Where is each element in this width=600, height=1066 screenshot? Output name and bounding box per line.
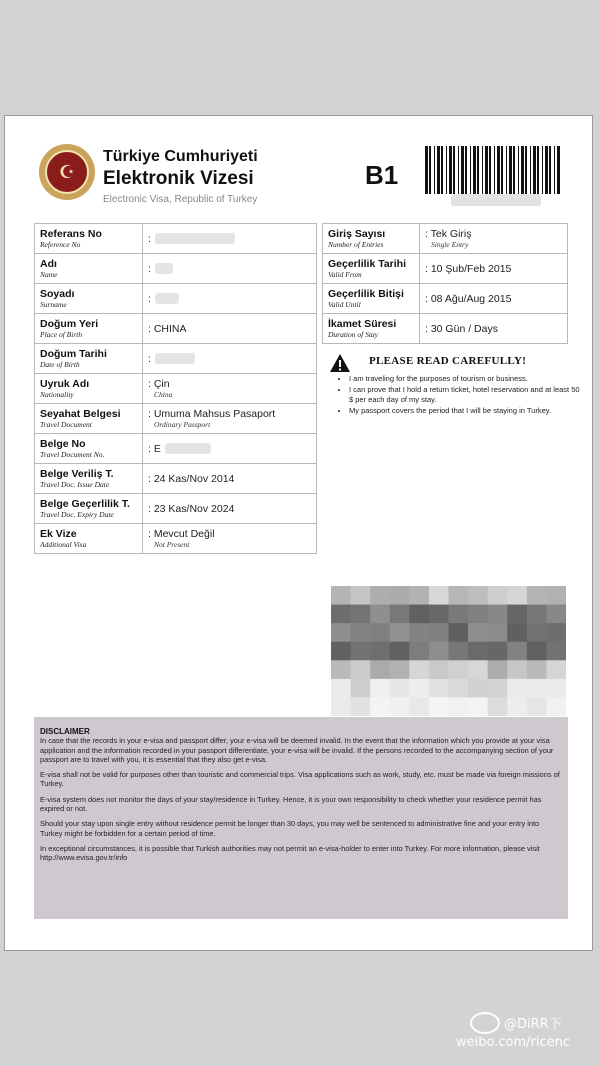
field-label-en: Valid From — [328, 270, 362, 279]
field-value-line — [425, 323, 562, 335]
field-row — [35, 404, 317, 434]
field-value-line — [148, 473, 311, 485]
field-label: Giriş Sayısı — [328, 228, 386, 240]
notice-item: • I can prove that I hold a return ticket, hotel reservation and at least 50 $ per each day of my stay. — [349, 385, 581, 405]
weibo-logo-icon — [470, 1012, 500, 1034]
field-value-line — [148, 408, 311, 420]
notice-header — [329, 353, 579, 373]
visa-document — [4, 115, 593, 951]
notice-title: PLEASE READ CAREFULLY! — [369, 355, 527, 367]
field-value-en: Single Entry — [431, 240, 469, 249]
field-colon: : — [148, 232, 151, 245]
field-label-en: Additional Visa — [40, 540, 87, 549]
field-label: Doğum Tarihi — [40, 348, 107, 360]
field-label-en: Name — [40, 270, 58, 279]
field-value-cell — [143, 524, 317, 554]
field-row — [35, 494, 317, 524]
disclaimer-title: DISCLAIMER — [40, 727, 90, 736]
notice-item: • My passport covers the period that I will be staying in Turkey. — [349, 406, 581, 416]
field-value-line — [425, 228, 562, 240]
field-value-en: Ordinary Passport — [154, 420, 211, 429]
field-value-cell — [420, 284, 568, 314]
field-label-cell — [35, 284, 143, 314]
field-row — [35, 314, 317, 344]
field-value: : 10 Şub/Feb 2015 — [425, 262, 512, 275]
field-value: : Çin — [148, 378, 170, 390]
field-label: Soyadı — [40, 288, 75, 300]
field-value: : Mevcut Değil — [148, 528, 215, 540]
field-label-cell — [323, 284, 420, 314]
field-value-line — [425, 263, 562, 275]
field-label: Adı — [40, 258, 57, 270]
field-label-en: Travel Document No. — [40, 450, 105, 459]
field-value-line — [148, 503, 311, 515]
field-label: Referans No — [40, 228, 102, 240]
field-value-line — [425, 293, 562, 305]
field-row — [35, 254, 317, 284]
field-row — [35, 434, 317, 464]
field-value-cell — [143, 374, 317, 404]
field-label-en: Place of Birth — [40, 330, 83, 339]
disclaimer-box — [34, 717, 568, 919]
field-label: Ek Vize — [40, 528, 77, 540]
field-label-en: Duration of Stay — [328, 330, 378, 339]
field-label-en: Reference No — [40, 240, 81, 249]
field-value-line — [148, 528, 311, 540]
redacted-value — [155, 353, 195, 364]
field-value-cell — [143, 464, 317, 494]
field-colon: : — [148, 262, 151, 275]
field-value: : CHINA — [148, 322, 187, 335]
disclaimer-paragraph: E-visa system does not monitor the days of your stay/residence in Turkey. Hence, it is your own responsibility to check whether your residence permit has expired or not. — [40, 794, 542, 814]
field-value: : 23 Kas/Nov 2024 — [148, 502, 235, 515]
notice-item: • I am traveling for the purposes of tourism or business. — [349, 374, 581, 384]
watermark-url: weibo.com/ricenc — [456, 1035, 570, 1050]
field-row — [35, 524, 317, 554]
redacted-value — [155, 263, 173, 274]
field-label-en: Travel Document — [40, 420, 92, 429]
field-label-en: Nationality — [40, 390, 74, 399]
field-colon: : — [148, 352, 151, 365]
field-label-en: Date of Birth — [40, 360, 80, 369]
subtitle: Electronic Visa, Republic of Turkey — [103, 194, 258, 205]
field-row — [35, 344, 317, 374]
field-label: Geçerlilik Bitişi — [328, 288, 404, 300]
field-value-cell — [143, 344, 317, 374]
state-seal-icon: ☪ — [39, 144, 95, 200]
notice-list — [329, 374, 581, 417]
field-value-line — [148, 443, 311, 455]
field-label-cell — [35, 344, 143, 374]
redacted-photo — [331, 586, 566, 716]
field-value-cell — [420, 314, 568, 344]
field-label: Doğum Yeri — [40, 318, 99, 330]
disclaimer-paragraph: Should your stay upon single entry without residence permit be longer than 30 days, you may well be sentenced to administrative fine and your entry into Turkey might be forbidden for a certain period of time. — [40, 819, 540, 838]
field-label: İkamet Süresi — [328, 318, 397, 330]
field-colon: : — [148, 292, 151, 305]
warning-icon — [329, 353, 351, 373]
field-value: : Tek Giriş — [425, 228, 472, 240]
field-value-en: China — [154, 390, 173, 399]
field-label-cell — [35, 374, 143, 404]
field-label: Uyruk Adı — [40, 378, 90, 390]
personal-info-table — [34, 223, 317, 554]
field-value-cell — [143, 284, 317, 314]
field-label-cell — [323, 224, 420, 254]
field-label-cell — [35, 224, 143, 254]
redacted-value — [155, 233, 235, 244]
field-label-cell — [35, 464, 143, 494]
field-label-cell — [35, 524, 143, 554]
field-row — [35, 224, 317, 254]
field-label: Geçerlilik Tarihi — [328, 258, 407, 270]
field-row — [323, 284, 568, 314]
field-label: Belge Veriliş T. — [40, 468, 114, 480]
field-label: Belge No — [40, 438, 86, 450]
field-label: Belge Geçerlilik T. — [40, 498, 130, 510]
field-label-cell — [35, 494, 143, 524]
field-label-en: Number of Entries — [328, 240, 384, 249]
field-value-cell — [143, 404, 317, 434]
field-row — [323, 254, 568, 284]
field-value: : 24 Kas/Nov 2014 — [148, 472, 235, 485]
field-row — [35, 284, 317, 314]
barcode-icon — [425, 146, 563, 194]
visa-info-table — [322, 223, 568, 344]
field-value-line — [148, 233, 311, 245]
field-value: : 30 Gün / Days — [425, 322, 498, 335]
field-label-cell — [35, 434, 143, 464]
field-value-cell — [420, 224, 568, 254]
field-row — [35, 374, 317, 404]
field-value-line — [148, 263, 311, 275]
redacted-value — [165, 443, 211, 454]
watermark-handle: @DiRR下 — [504, 1017, 562, 1032]
field-label-en: Valid Until — [328, 300, 361, 309]
field-row — [35, 464, 317, 494]
field-value-cell — [420, 254, 568, 284]
disclaimer-paragraph: In exceptional circumstances, it is possible that Turkish authorities may not permit an e-visa-holder to enter into Turkey. For more information, please visit http://www.evisa.gov.tr/info — [40, 843, 540, 863]
field-label-en: Surname — [40, 300, 67, 309]
field-label-cell — [323, 254, 420, 284]
field-label-en: Travel Doc. Expiry Date — [40, 510, 114, 519]
field-value-line — [148, 378, 311, 390]
field-label-cell — [35, 404, 143, 434]
disclaimer-paragraph: In case that the records in your e-visa and passport differ, your e-visa will be deemed invalid. In the event that the information which you provide at your visa application and the information recorded in your passport differentiate, your e-visa will be invalid. If the persons recorded to the accompanying section of your passport are to travel with you, it is essential that they also get e-visa. — [40, 736, 554, 764]
disclaimer-paragraph: E-visa shall not be valid for purposes other than touristic and commercial trips. Visa applications such as work, study, etc. must be made via foreign missions of Turkey. — [40, 770, 560, 789]
visa-code: B1 — [365, 160, 399, 190]
redacted-value — [155, 293, 179, 304]
field-value: : 08 Ağu/Aug 2015 — [425, 292, 512, 305]
field-value-line — [148, 353, 311, 365]
field-value: : Umuma Mahsus Pasaport — [148, 408, 276, 420]
field-value-cell — [143, 254, 317, 284]
field-value-line — [148, 293, 311, 305]
field-label: Seyahat Belgesi — [40, 408, 121, 420]
field-label-cell — [35, 314, 143, 344]
field-value-cell — [143, 494, 317, 524]
title-line1: Türkiye Cumhuriyeti — [103, 148, 258, 165]
field-value: : E — [148, 442, 161, 455]
field-value-cell — [143, 224, 317, 254]
field-label-cell — [323, 314, 420, 344]
field-label-cell — [35, 254, 143, 284]
title-line2: Elektronik Vizesi — [103, 168, 254, 189]
field-row — [323, 314, 568, 344]
barcode-number-redacted — [451, 194, 541, 206]
field-value-cell — [143, 434, 317, 464]
field-value-en: Not Present — [154, 540, 190, 549]
field-label-en: Travel Doc. Issue Date — [40, 480, 110, 489]
field-row — [323, 224, 568, 254]
field-value-line — [148, 323, 311, 335]
field-value-cell — [143, 314, 317, 344]
